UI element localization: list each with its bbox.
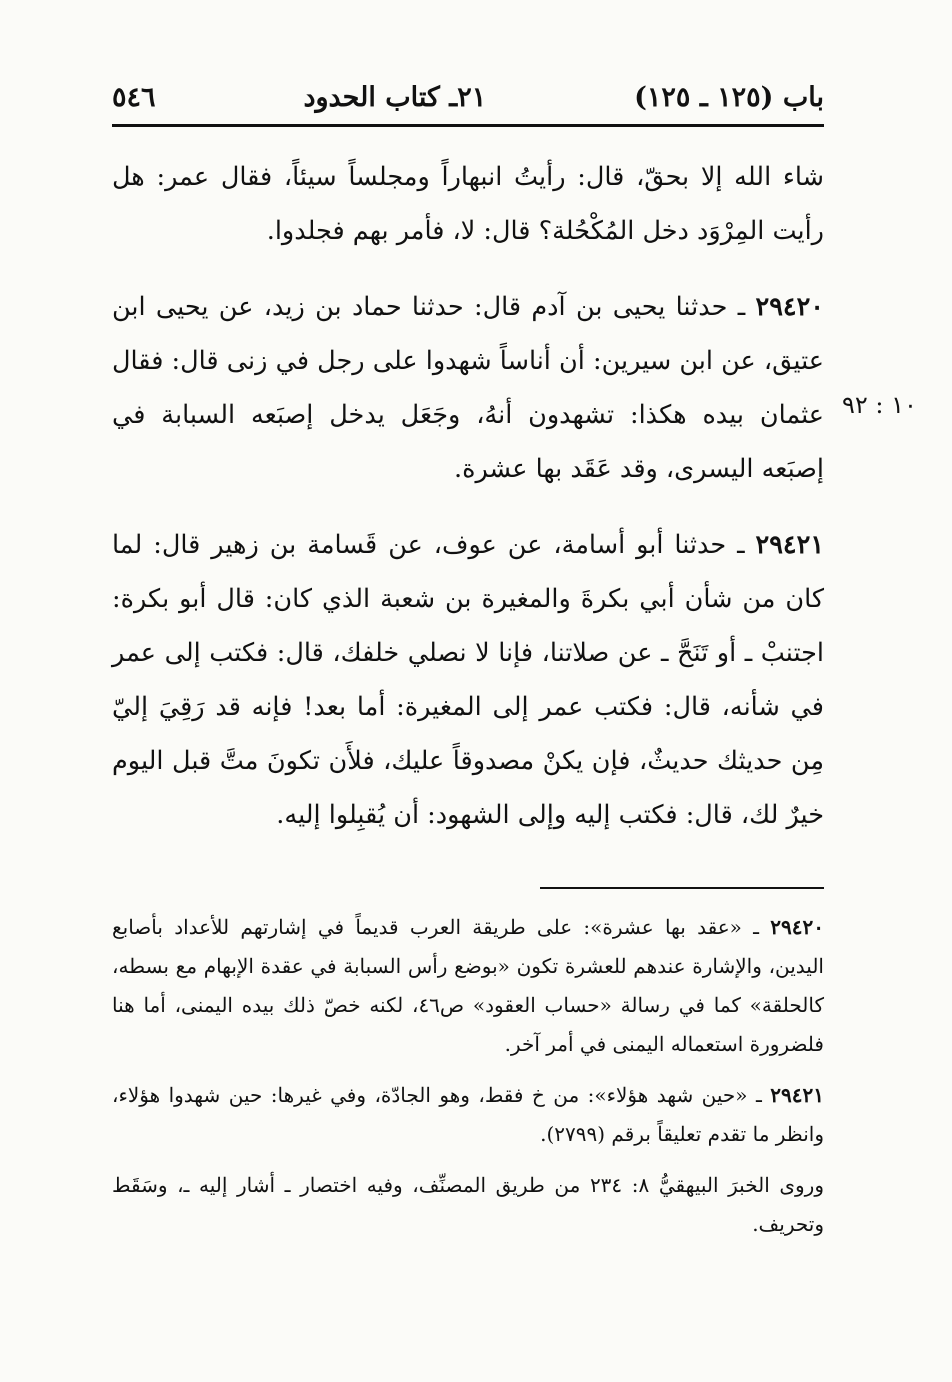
hadith-number: ٢٩٤٢٠ (755, 292, 824, 322)
paragraph-text: ـ حدثنا يحيى بن آدم قال: حدثنا حماد بن زيد، عن يحيى ابن عتيق، عن ابن سيرين: أن أناساً شهدوا على رجل في زنى قال: فقال عثمان بيده هكذا: تشهدون أنهُ، وجَعَل يدخل إصبَعه السبابة في إصبَعه اليسرى، وقد عَقَد بها عشرة. (112, 292, 824, 484)
footnote-rule (540, 887, 824, 889)
page-header (112, 74, 824, 120)
header-rule (112, 124, 824, 127)
hadith-number: ٢٩٤٢١ (755, 530, 825, 560)
margin-reference: ١٠ : ٩٢ (842, 391, 917, 419)
footnote-text: ـ «حين شهد هؤلاء»: من خ فقط، وهو الجادّة، وفي غيرها: حين شهدوا هؤلاء، وانظر ما تقدم تعليقاً برقم (٢٧٩٩). (112, 1083, 824, 1146)
footnote-number: ٢٩٤٢١ (770, 1083, 824, 1107)
footnote-additional (112, 1166, 824, 1244)
footnote-number: ٢٩٤٢٠ (770, 915, 825, 939)
page-number: ٥٤٦ (112, 81, 156, 113)
paragraph-text: شاء الله إلا بحقّ، قال: رأيتُ انبهاراً ومجلساً سيئاً، فقال عمر: هل رأيت المِرْوَد دخل المُكْحُلة؟ قال: لا، فأمر بهم فجلدوا. (112, 162, 824, 246)
hadith-29421 (112, 518, 824, 842)
footnote-29421 (112, 1076, 824, 1154)
hadith-29420 (112, 280, 824, 496)
footnote-29420 (112, 908, 824, 1064)
footnote-text: وروى الخبرَ البيهقيُّ ٨: ٢٣٤ من طريق المصنِّف، وفيه اختصار ـ أشار إليه ـ، وسَقَط وتحريف. (112, 1173, 824, 1236)
main-text (112, 150, 824, 864)
book-title: ٢١ـ كتاب الحدود (303, 81, 487, 113)
paragraph-continuation (112, 150, 824, 258)
footnotes (112, 908, 824, 1256)
chapter-label: باب (١٢٥ ـ ١٢٥) (634, 81, 824, 113)
paragraph-text: ـ حدثنا أبو أسامة، عن عوف، عن قَسامة بن زهير قال: لما كان من شأن أبي بكرةَ والمغيرة بن شعبة الذي كان: قال أبو بكرة: اجتنبْ ـ أو تَنَحَّ ـ عن صلاتنا، فإنا لا نصلي خلفك، قال: فكتب إلى عمر في شأنه، قال: فكتب عمر إلى المغيرة: أما بعد! فإنه قد رَقِيَ إليّ مِن حديثك حديثٌ، فإن يكنْ مصدوقاً عليك، فلأَن تكونَ متَّ قبل اليوم خيرٌ لك، قال: فكتب إليه وإلى الشهود: أن يُقبِلوا إليه. (112, 530, 824, 830)
footnote-text: ـ «عقد بها عشرة»: على طريقة العرب قديماً في إشارتهم للأعداد بأصابع اليدين، والإشارة عندهم للعشرة تكون «بوضع رأس السبابة في عقدة الإبهام مع بسطه، كالحلقة» كما في رسالة «حساب العقود» ص٤٦، لكنه خصّ ذلك بيده اليمنى، أما هنا فلضرورة استعماله اليمنى في أمر آخر. (112, 915, 824, 1056)
